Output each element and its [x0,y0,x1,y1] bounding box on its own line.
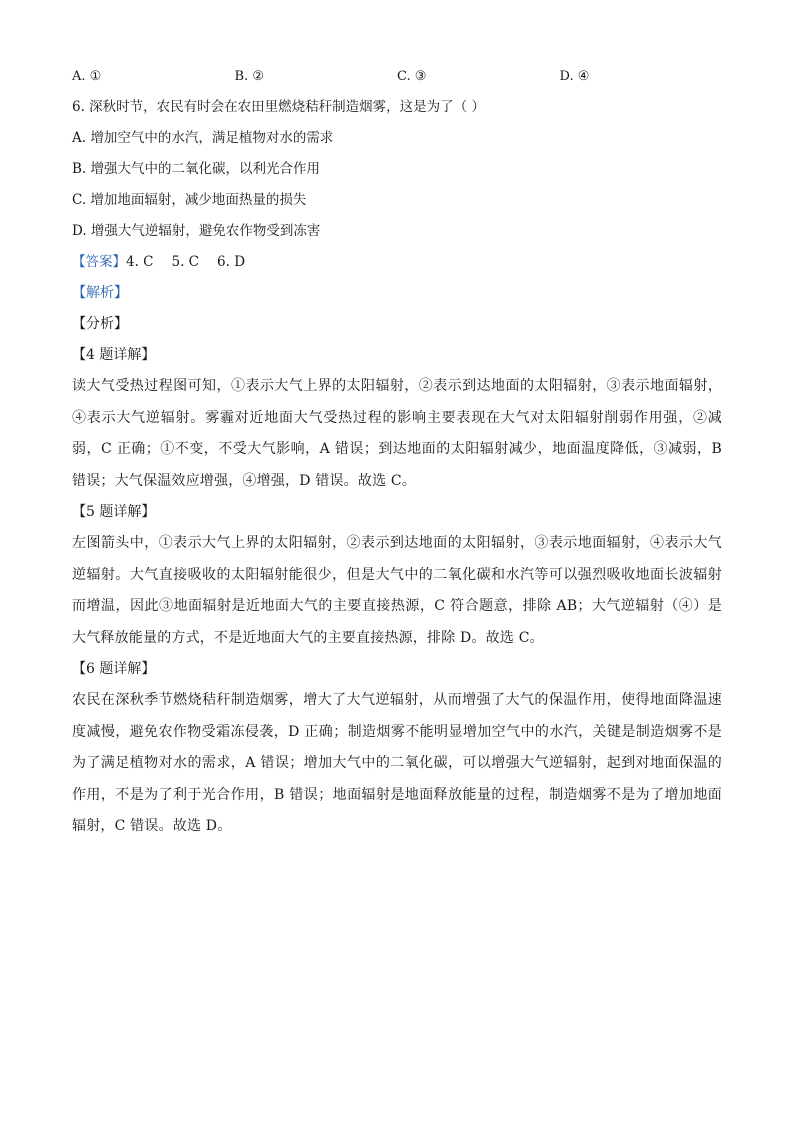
option-d: D. ④ [559,68,590,84]
detail5-text: 左图箭头中，①表示大气上界的太阳辐射，②表示到达地面的太阳辐射，③表示地面辐射，④表示大气逆辐射。大气直接吸收的太阳辐射能很少，但是大气中的二氧化碳和水汽等可以强烈吸收地面长波辐射而增温，因此③地面辐射是近地面大气的主要直接热源，C 符合题意，排除 AB；大气逆辐射（④）是大气释放能量的方式，不是近地面大气的主要直接热源，排除 D。故选 C。 [72,535,722,646]
question6-option-a: A. 增加空气中的水汽，满足植物对水的需求 [72,130,334,146]
question6-option-d: D. 增强大气逆辐射，避免农作物受到冻害 [72,223,321,239]
question6-option-b: B. 增强大气中的二氧化碳，以利光合作用 [72,161,321,177]
answer-6: 6. D [217,254,246,270]
answer-5: 5. C [171,254,200,270]
document-page [72,62,722,843]
fenxi-tag: 【分析】 [72,316,128,332]
detail6-text: 农民在深秋季节燃烧秸秆制造烟雾，增大了大气逆辐射，从而增强了大气的保温作用，使得地面降温速度减慢，避免农作物受霜冻侵袭，D 正确；制造烟雾不能明显增加空气中的水汽，关键是制造烟雾不是为了满足植物对水的需求，A 错误；增加大气中的二氧化碳，可以增强大气逆辐射，起到对地面保温的作用，不是为了利于光合作用，B 错误；地面辐射是地面释放能量的过程，制造烟雾不是为了增加地面辐射，C 错误。故选 D。 [72,692,722,834]
answer-4: 4. C [126,254,154,270]
option-b: B. ② [234,68,264,84]
detail4-heading: 【4 题详解】 [72,347,156,363]
detail5-heading: 【5 题详解】 [72,504,156,520]
answer-values [126,254,263,270]
question6-stem: 6. 深秋时节，农民有时会在农田里燃烧秸秆制造烟雾，这是为了（ ） [72,99,485,115]
question5-options [72,62,722,90]
answer-tag: 【答案】 [72,254,126,270]
analysis-tag: 【解析】 [72,285,128,301]
detail6-heading: 【6 题详解】 [72,661,156,677]
answer-line [72,247,722,278]
question6-option-c: C. 增加地面辐射，减少地面热量的损失 [72,192,307,208]
detail4-text: 读大气受热过程图可知，①表示大气上界的太阳辐射，②表示到达地面的太阳辐射，③表示地面辐射，④表示大气逆辐射。雾霾对近地面大气受热过程的影响主要表现在大气对太阳辐射削弱作用强，②减弱，C 正确；①不变，不受大气影响，A 错误；到达地面的太阳辐射减少，地面温度降低，③减弱，B 错误；大气保温效应增强，④增强，D 错误。故选 C。 [72,378,722,489]
option-a: A. ① [72,68,102,84]
option-c: C. ③ [397,68,427,84]
